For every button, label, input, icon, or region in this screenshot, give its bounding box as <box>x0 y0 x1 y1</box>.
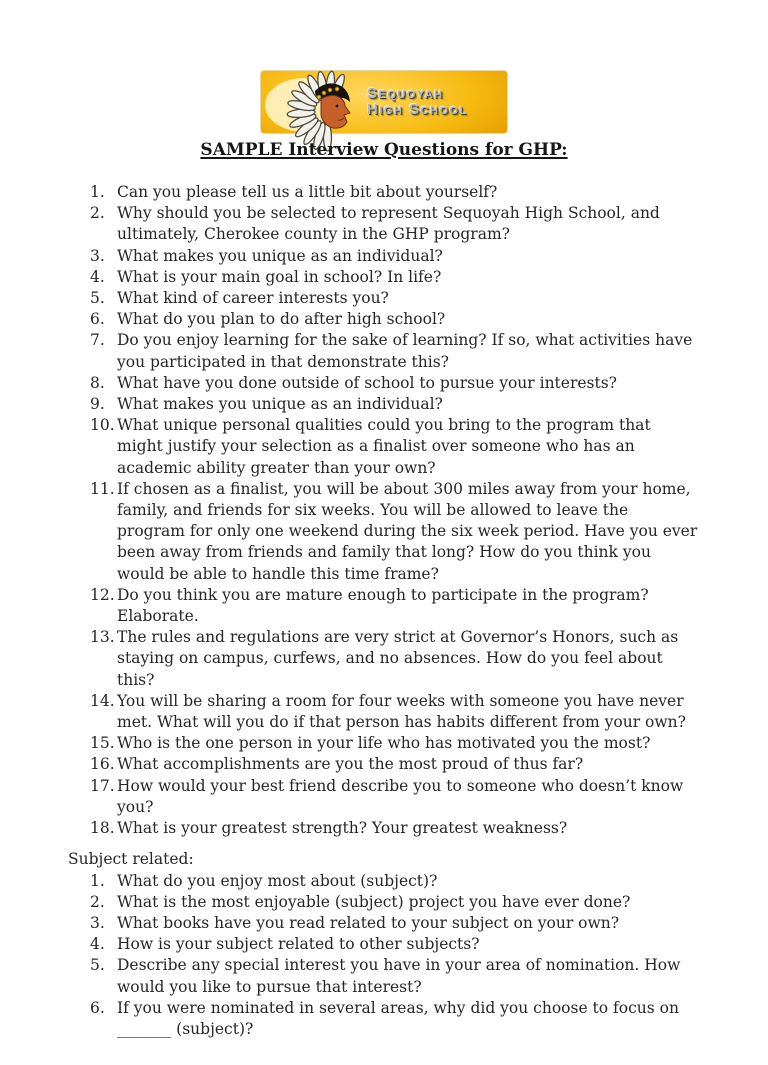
question-text: Do you enjoy learning for the sake of learning? If so, what activities have you participated in that demonstrate this? <box>117 331 693 371</box>
document-body <box>0 182 768 1040</box>
native-american-chief-head-icon <box>261 71 365 133</box>
question-text: You will be sharing a room for four weeks with someone you have never met. What will you do if that person has habits different from your own? <box>117 691 686 732</box>
question-number: 15. <box>90 734 115 753</box>
question-number: 6. <box>90 310 105 329</box>
question-text: What have you done outside of school to pursue your interests? <box>117 373 617 392</box>
subject-questions-list <box>68 871 700 1041</box>
question-number: 14. <box>90 691 115 710</box>
general-questions-list <box>68 182 700 839</box>
question-item <box>68 330 700 372</box>
question-item <box>68 309 700 330</box>
question-item <box>68 913 700 934</box>
question-number: 16. <box>90 755 115 774</box>
question-item <box>68 394 700 415</box>
question-text: What makes you unique as an individual? <box>117 395 443 414</box>
question-text: Do you think you are mature enough to participate in the program? Elaborate. <box>117 585 649 626</box>
question-item <box>68 585 700 627</box>
question-number: 18. <box>90 819 115 838</box>
question-item <box>68 733 700 754</box>
question-number: 10. <box>90 416 115 435</box>
question-text: How is your subject related to other subjects? <box>117 935 480 954</box>
question-number: 8. <box>90 373 105 392</box>
question-item <box>68 998 700 1040</box>
question-number: 17. <box>90 776 115 795</box>
question-number: 7. <box>90 331 105 350</box>
question-item <box>68 373 700 394</box>
question-text: Why should you be selected to represent Sequoyah High School, and ultimately, Cherokee county in the GHP program? <box>117 204 660 244</box>
question-item <box>68 955 700 997</box>
question-text: What do you enjoy most about (subject)? <box>117 871 438 890</box>
question-text: How would your best friend describe you to someone who doesn’t know you? <box>117 776 684 816</box>
question-text: What is your greatest strength? Your greatest weakness? <box>117 819 568 838</box>
question-item <box>68 892 700 913</box>
school-logo <box>261 71 507 133</box>
question-item <box>68 754 700 775</box>
question-number: 13. <box>90 628 115 647</box>
page-title-text: SAMPLE Interview Questions for GHP: <box>200 140 568 160</box>
question-number: 2. <box>90 892 105 911</box>
question-item <box>68 182 700 203</box>
question-item <box>68 246 700 267</box>
school-name-line2: High School <box>367 101 468 118</box>
page-title <box>0 140 768 160</box>
question-number: 5. <box>90 289 105 308</box>
question-item <box>68 288 700 309</box>
question-item <box>68 776 700 818</box>
school-name-line1: Sequoyah <box>367 85 444 102</box>
question-item <box>68 691 700 733</box>
question-number: 3. <box>90 246 105 265</box>
question-item <box>68 934 700 955</box>
question-number: 3. <box>90 913 105 932</box>
question-number: 2. <box>90 204 105 223</box>
question-text: Describe any special interest you have in your area of nomination. How would you like to pursue that interest? <box>117 956 681 996</box>
question-text: Who is the one person in your life who has motivated you the most? <box>117 734 651 753</box>
question-item <box>68 871 700 892</box>
question-text: What makes you unique as an individual? <box>117 246 443 265</box>
question-item <box>68 267 700 288</box>
question-text: What is the most enjoyable (subject) project you have ever done? <box>117 892 631 911</box>
question-number: 12. <box>90 585 115 604</box>
question-number: 1. <box>90 183 105 201</box>
question-item <box>68 627 700 691</box>
question-text: The rules and regulations are very strict at Governor’s Honors, such as staying on campus, curfews, and no absences. How do you feel about this? <box>117 628 679 689</box>
question-number: 6. <box>90 998 105 1017</box>
question-text: What do you plan to do after high school? <box>117 310 446 329</box>
question-text: Can you please tell us a little bit about yourself? <box>117 183 498 201</box>
question-text: What books have you read related to your subject on your own? <box>117 913 620 932</box>
question-item <box>68 479 700 585</box>
question-number: 4. <box>90 935 105 954</box>
question-text: What accomplishments are you the most proud of thus far? <box>117 755 584 774</box>
question-text: What kind of career interests you? <box>117 289 389 308</box>
question-number: 9. <box>90 395 105 414</box>
question-text: What unique personal qualities could you bring to the program that might justify your selection as a finalist over someone who has an academic ability greater than your own? <box>117 416 651 477</box>
question-item <box>68 818 700 839</box>
question-number: 4. <box>90 267 105 286</box>
school-name <box>367 86 468 118</box>
subject-section-heading: Subject related: <box>68 850 194 869</box>
document-page <box>0 71 768 1065</box>
question-text: If chosen as a finalist, you will be about 300 miles away from your home, family, and friends for six weeks. You will be allowed to leave the program for only one weekend during the six week period. Have you ever been away from friends and family that long? How do you think you would be able to handle this time frame? <box>117 479 698 583</box>
question-text: If you were nominated in several areas, why did you choose to focus on _______ (subject)? <box>117 998 679 1038</box>
question-number: 11. <box>90 479 115 498</box>
question-text: What is your main goal in school? In life? <box>117 267 442 286</box>
question-number: 5. <box>90 956 105 975</box>
question-number: 1. <box>90 871 105 890</box>
question-item <box>68 203 700 245</box>
question-item <box>68 415 700 479</box>
